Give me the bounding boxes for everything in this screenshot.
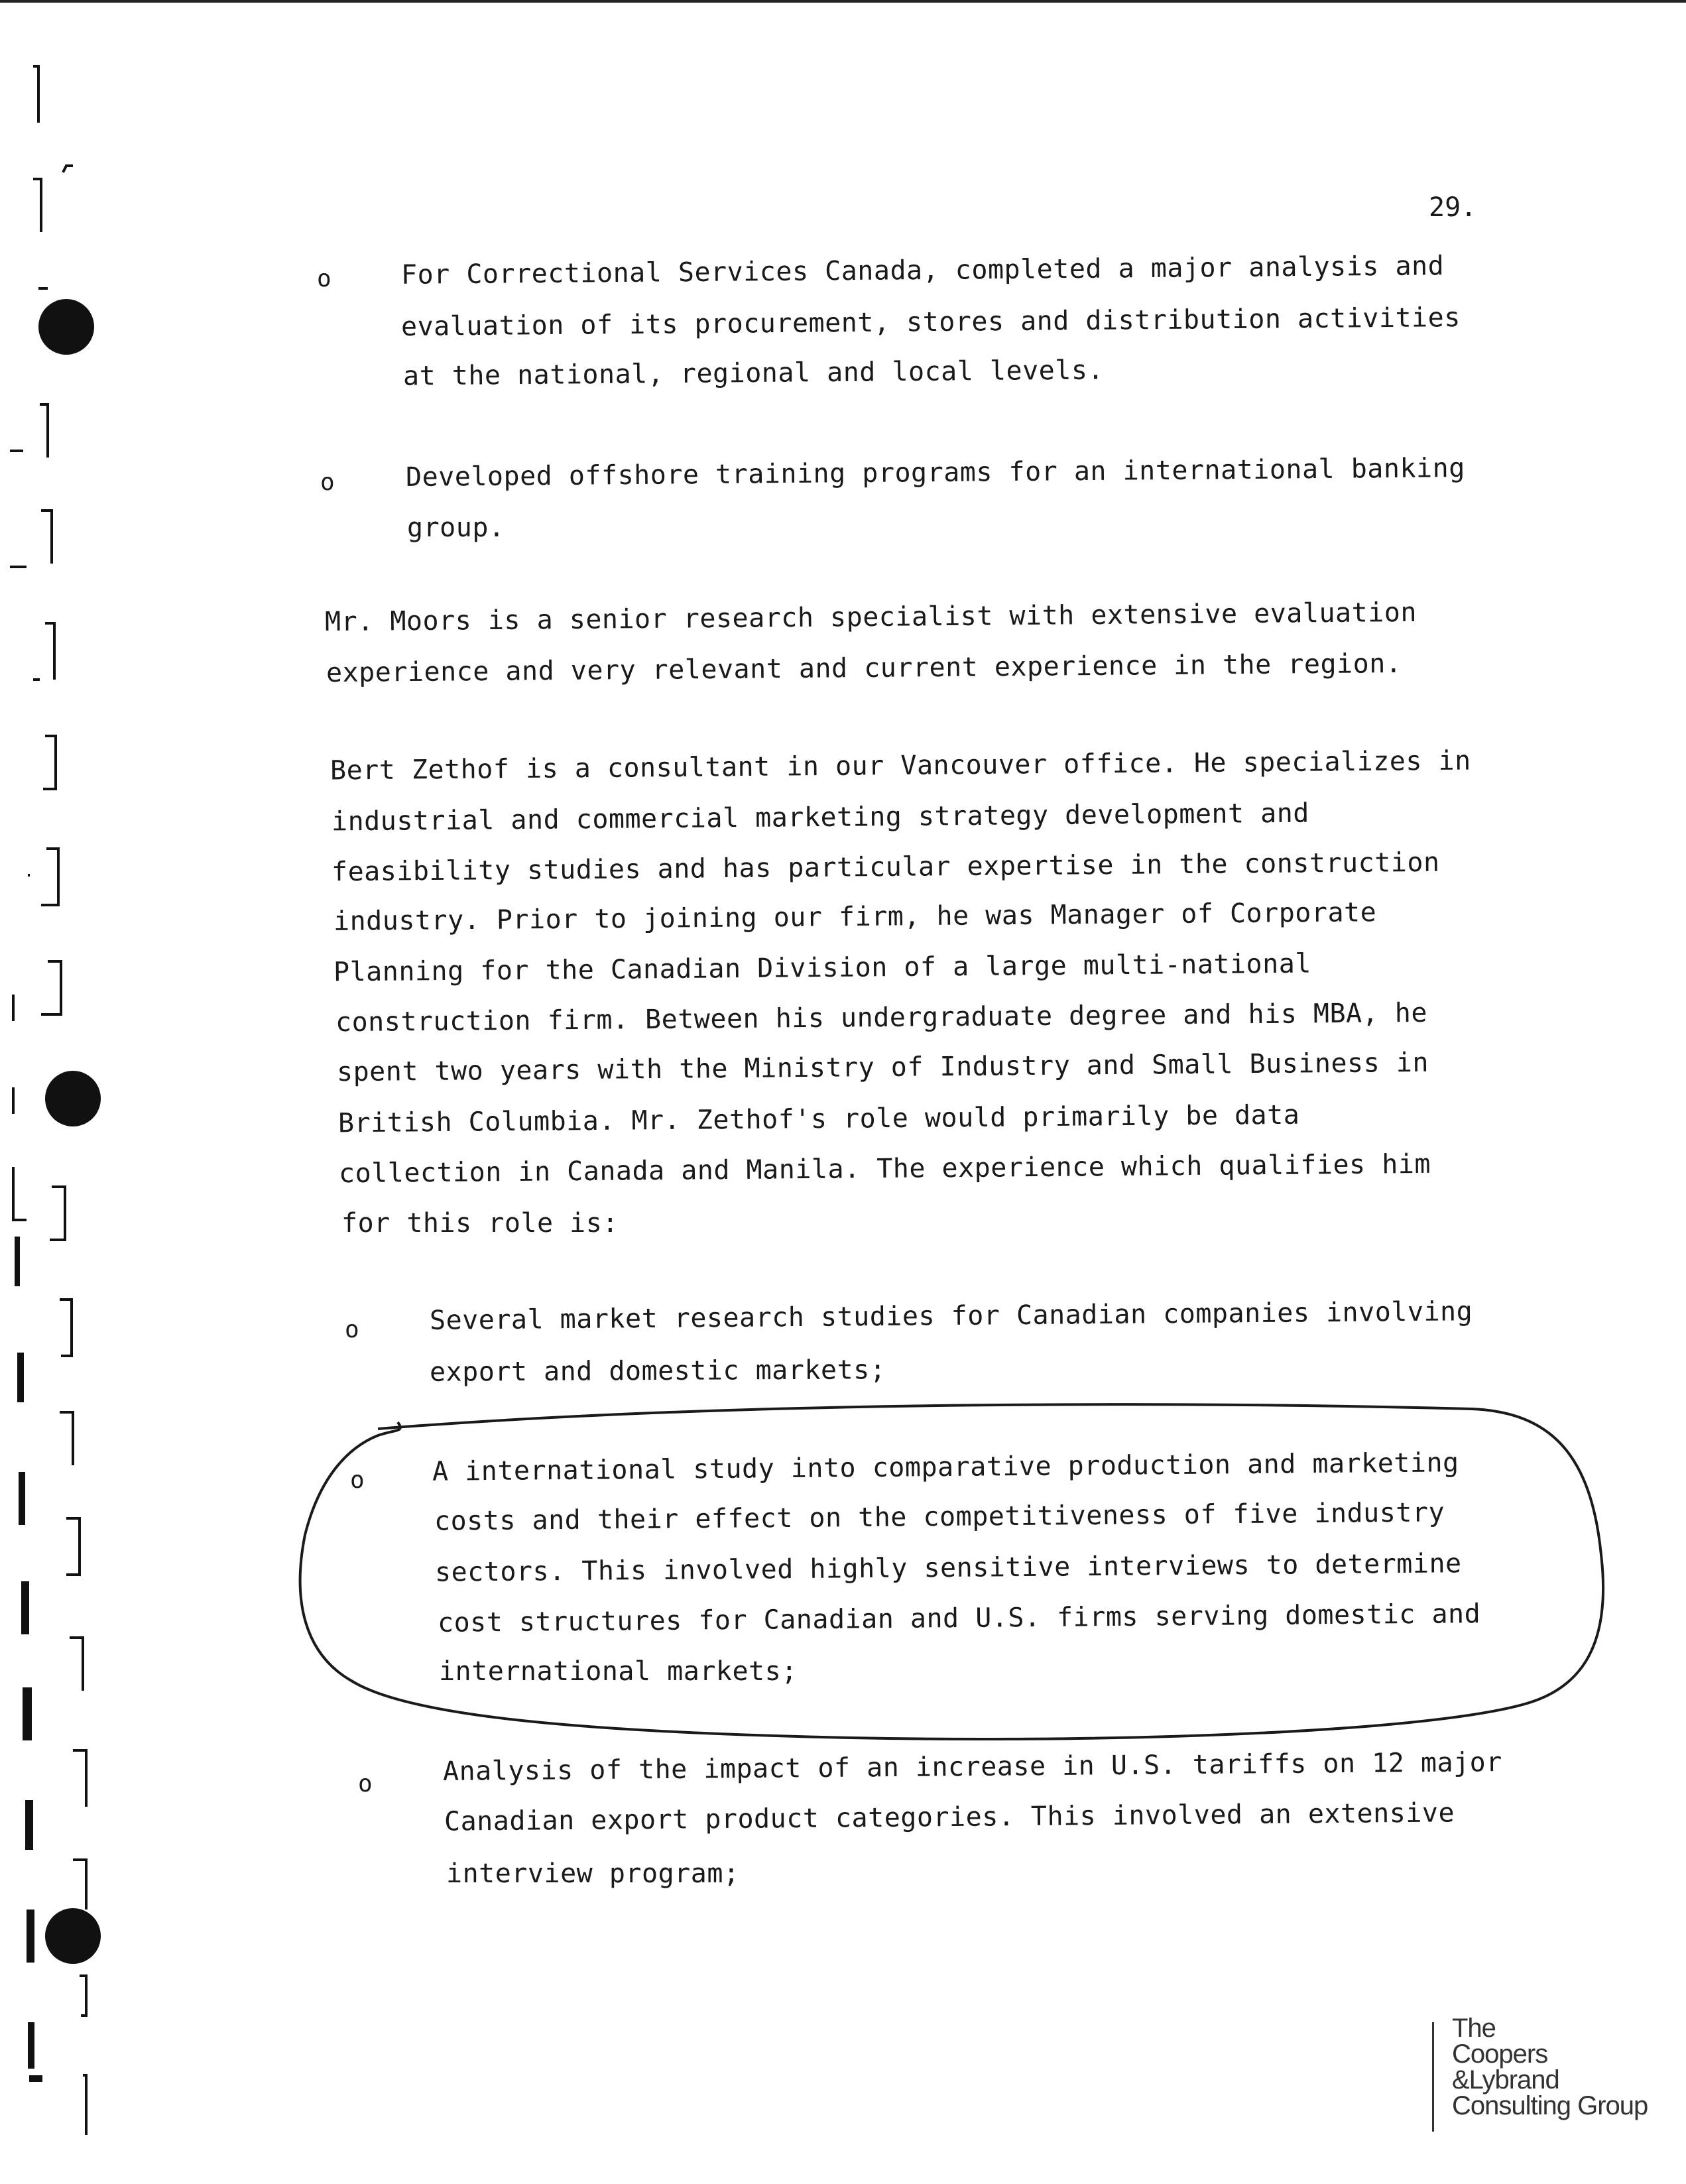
bullet-line: A international study into comparative production and marketing: [432, 1447, 1459, 1487]
paragraph-line: for this role is:: [341, 1208, 619, 1239]
logo-line: Coopers: [1452, 2039, 1548, 2069]
binder-margin-marks: [0, 53, 113, 2175]
bullet-line: Canadian export product categories. This involved an extensive: [444, 1797, 1455, 1837]
bullet-line: group.: [407, 513, 505, 543]
bullet-line: Several market research studies for Canadian companies involving: [429, 1296, 1473, 1336]
paragraph-line: Planning for the Canadian Division of a large multi-national: [333, 948, 1312, 988]
logo-divider: [1432, 2022, 1434, 2132]
bullet-line: For Correctional Services Canada, completed a major analysis and: [400, 251, 1445, 290]
bullet-marker: o: [350, 1467, 365, 1494]
bullet-marker: o: [317, 265, 331, 292]
bullet-marker: o: [358, 1770, 373, 1797]
paragraph-line: feasibility studies and has particular expertise in the construction: [331, 847, 1440, 888]
bullet-line: Analysis of the impact of an increase in U.S. tariffs on 12 major: [442, 1747, 1503, 1787]
logo-text: [1452, 2016, 1648, 2119]
company-logo: [1432, 2016, 1657, 2135]
bullet-line: cost structures for Canadian and U.S. firms serving domestic and: [437, 1599, 1481, 1638]
logo-line: Consulting Group: [1452, 2091, 1648, 2120]
paragraph-line: industrial and commercial marketing strategy development and: [331, 798, 1310, 837]
paragraph-line: collection in Canada and Manila. The experience which qualifies him: [338, 1148, 1431, 1189]
paragraph-line: industry. Prior to joining our firm, he was Manager of Corporate: [333, 897, 1377, 937]
paragraph-line: Mr. Moors is a senior research specialist with extensive evaluation: [324, 597, 1417, 638]
bullet-marker: o: [320, 469, 335, 496]
paragraph-line: British Columbia. Mr. Zethof's role would primarily be data: [337, 1099, 1300, 1139]
page-number: 29.: [1429, 192, 1477, 223]
paragraph-line: spent two years with the Ministry of Industry and Small Business in: [336, 1047, 1429, 1088]
paragraph-line: experience and very relevant and current experience in the region.: [326, 648, 1402, 689]
top-edge-rule: [0, 0, 1686, 3]
bullet-line: at the national, regional and local levels.: [402, 355, 1105, 392]
bullet-line: evaluation of its procurement, stores and distribution activities: [400, 302, 1461, 342]
bullet-marker: o: [345, 1316, 359, 1343]
bullet-line: international markets;: [439, 1656, 798, 1687]
bullet-line: costs and their effect on the competitiveness of five industry: [434, 1497, 1445, 1537]
paragraph-line: construction firm. Between his undergraduate degree and his MBA, he: [335, 997, 1428, 1038]
bullet-line: interview program;: [446, 1858, 740, 1889]
logo-line: The: [1452, 2014, 1496, 2043]
bullet-line: Developed offshore training programs for an international banking: [405, 453, 1466, 493]
bullet-line: export and domestic markets;: [429, 1355, 886, 1388]
bullet-line: sectors. This involved highly sensitive interviews to determine: [434, 1548, 1462, 1588]
paragraph-line: Bert Zethof is a consultant in our Vancouver office. He specializes in: [330, 745, 1471, 786]
logo-line: &Lybrand: [1452, 2065, 1559, 2094]
